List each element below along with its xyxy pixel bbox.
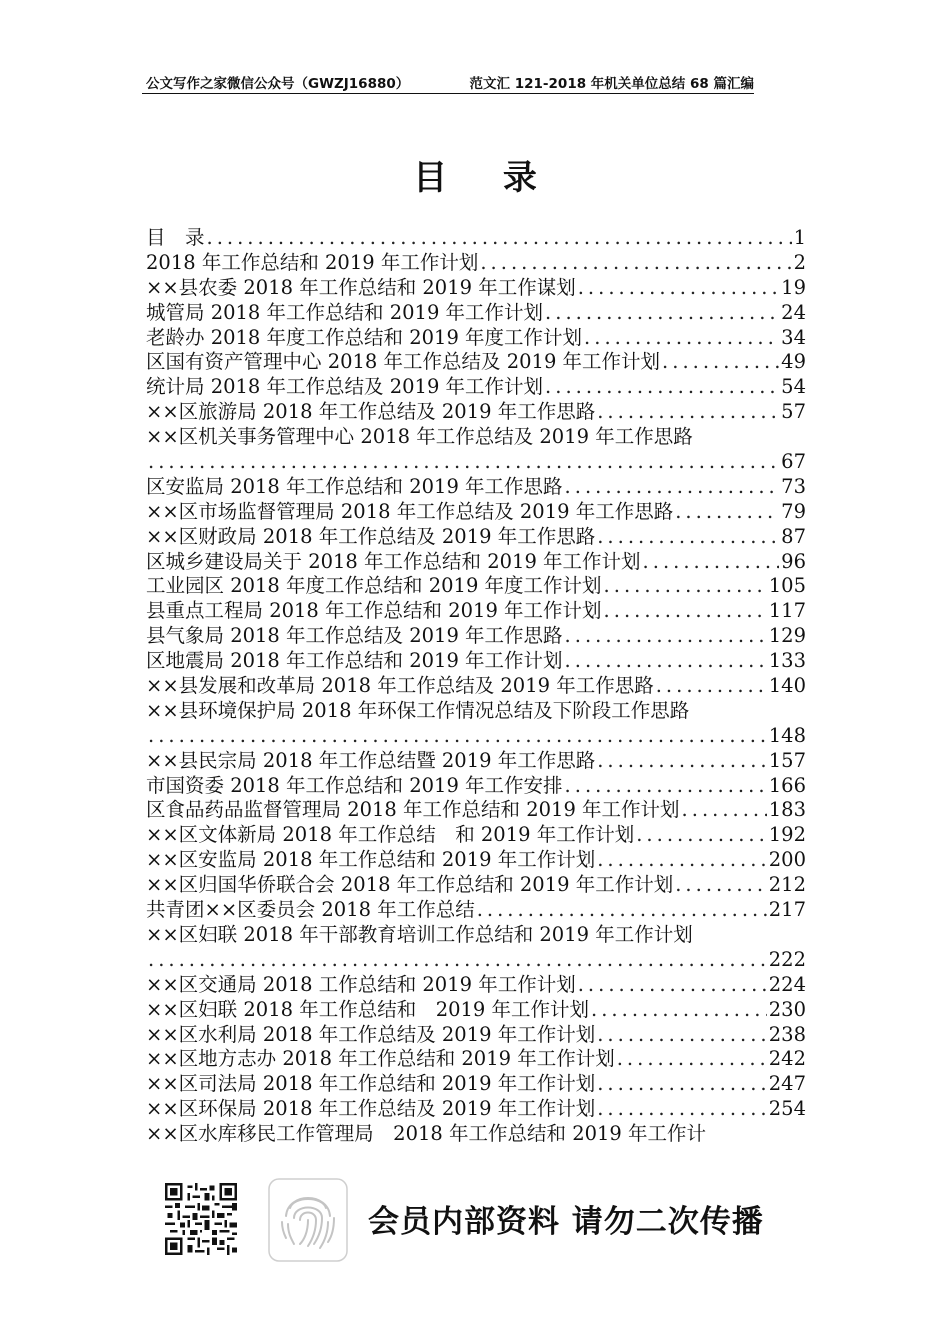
toc-entry-page: 117: [768, 599, 806, 623]
toc-entry-title: 区地震局 2018 年工作总结和 2019 年工作计划: [146, 649, 563, 673]
toc-entry-title: 统计局 2018 年工作总结及 2019 年工作计划: [146, 375, 544, 399]
toc-entry-page: 247: [768, 1072, 806, 1096]
toc-entry-page: 238: [768, 1022, 806, 1046]
page-title: 目 录: [413, 158, 559, 198]
toc-entry-title: ××区归国华侨联合会 2018 年工作总结和 2019 年工作计划: [146, 873, 674, 897]
toc-entry[interactable]: [146, 276, 806, 301]
toc-entry-page: 57: [781, 400, 806, 424]
toc-entry[interactable]: [146, 251, 806, 276]
toc-entry-page: 148: [768, 723, 806, 747]
toc-entry-continuation[interactable]: [146, 724, 806, 749]
toc-entry[interactable]: [146, 798, 806, 823]
toc-dot-leader: [597, 525, 779, 550]
toc-entry-page: 230: [768, 997, 806, 1021]
toc-entry-title: ××区旅游局 2018 年工作总结及 2019 年工作思路: [146, 400, 596, 424]
toc-entry[interactable]: [146, 400, 806, 425]
toc-entry-page: 129: [768, 624, 806, 648]
toc-entry-page: 67: [781, 450, 806, 474]
toc-entry[interactable]: [146, 1097, 806, 1122]
toc-dot-leader: [148, 724, 767, 749]
toc-dot-leader: [480, 251, 791, 276]
toc-entry-page: 212: [768, 873, 806, 897]
toc-entry-title: ××区安监局 2018 年工作总结和 2019 年工作计划: [146, 848, 596, 872]
toc-entry-title: 工业园区 2018 年度工作总结和 2019 年度工作计划: [146, 574, 602, 598]
toc-entry-title: ××区地方志办 2018 年工作总结和 2019 年工作计划: [146, 1047, 615, 1071]
toc-entry[interactable]: [146, 1072, 806, 1097]
toc-entry-title: ××区机关事务管理中心 2018 年工作总结及 2019 年工作思路: [146, 425, 693, 449]
toc-entry-page: 87: [781, 524, 806, 548]
toc-dot-leader: [656, 674, 767, 699]
toc-entry[interactable]: [146, 699, 806, 724]
toc-entry[interactable]: [146, 500, 806, 525]
toc-dot-leader: [565, 774, 767, 799]
toc-entry-title: ××区市场监督管理局 2018 年工作总结及 2019 年工作思路: [146, 499, 674, 523]
toc-entry-page: 200: [768, 848, 806, 872]
toc-entry-title: 区食品药品监督管理局 2018 年工作总结和 2019 年工作计划: [146, 798, 680, 822]
fingerprint-icon: [268, 1178, 348, 1262]
toc-entry-title: ××县环境保护局 2018 年环保工作情况总结及下阶段工作思路: [146, 698, 690, 722]
toc-entry-title: ××县农委 2018 年工作总结和 2019 年工作谋划: [146, 275, 576, 299]
toc-dot-leader: [207, 226, 792, 251]
toc-entry-continuation[interactable]: [146, 450, 806, 475]
toc-entry[interactable]: [146, 774, 806, 799]
toc-entry[interactable]: [146, 1047, 806, 1072]
toc-dot-leader: [682, 798, 767, 823]
toc-dot-leader: [565, 624, 767, 649]
toc-entry-page: 49: [781, 350, 806, 374]
toc-entry[interactable]: [146, 525, 806, 550]
header-right: 范文汇 121-2018 年机关单位总结 68 篇汇编: [469, 76, 754, 92]
toc-dot-leader: [148, 450, 779, 475]
toc-entry[interactable]: [146, 823, 806, 848]
toc-entry[interactable]: [146, 226, 806, 251]
toc-dot-leader: [545, 375, 779, 400]
toc-dot-leader: [597, 749, 767, 774]
toc-entry-continuation[interactable]: [146, 948, 806, 973]
toc-dot-leader: [591, 998, 767, 1023]
toc-dot-leader: [617, 1047, 767, 1072]
toc-dot-leader: [662, 350, 779, 375]
toc-entry-page: 19: [781, 275, 806, 299]
toc-entry-title: ××区妇联 2018 年工作总结和 2019 年工作计划: [146, 997, 590, 1021]
toc-entry-page: 217: [768, 898, 806, 922]
toc-dot-leader: [578, 973, 767, 998]
toc-entry[interactable]: [146, 848, 806, 873]
toc-entry-title: ××区文体新局 2018 年工作总结 和 2019 年工作计划: [146, 823, 635, 847]
toc-entry-title: ××县发展和改革局 2018 年工作总结及 2019 年工作思路: [146, 674, 654, 698]
toc-entry[interactable]: [146, 599, 806, 624]
toc-entry-title: 市国资委 2018 年工作总结和 2019 年工作安排: [146, 773, 563, 797]
toc-entry-page: 254: [768, 1097, 806, 1121]
toc-dot-leader: [597, 1023, 767, 1048]
toc-entry-title: ××区妇联 2018 年干部教育培训工作总结和 2019 年工作计划: [146, 922, 693, 946]
toc-entry[interactable]: [146, 873, 806, 898]
toc-dot-leader: [148, 948, 767, 973]
toc-entry-title: 县气象局 2018 年工作总结及 2019 年工作思路: [146, 624, 563, 648]
toc-entry-title: 县重点工程局 2018 年工作总结和 2019 年工作计划: [146, 599, 602, 623]
toc-entry-page: 105: [768, 574, 806, 598]
toc-entry[interactable]: [146, 1122, 806, 1147]
toc-dot-leader: [565, 475, 780, 500]
toc-entry-page: 224: [768, 972, 806, 996]
toc-dot-leader: [597, 848, 767, 873]
toc-entry[interactable]: [146, 375, 806, 400]
toc-entry-title: 城管局 2018 年工作总结和 2019 年工作计划: [146, 300, 544, 324]
toc-entry-page: 140: [768, 674, 806, 698]
toc-entry-page: 73: [781, 474, 806, 498]
toc-entry-page: 1: [793, 226, 806, 249]
toc-dot-leader: [597, 400, 779, 425]
toc-entry-page: 192: [768, 823, 806, 847]
toc-entry[interactable]: [146, 898, 806, 923]
toc-entry-title: ××区水库移民工作管理局 2018 年工作总结和 2019 年工作计: [146, 1122, 707, 1146]
toc-dot-leader: [597, 1072, 767, 1097]
toc-dot-leader: [604, 599, 767, 624]
toc-entry-page: 54: [781, 375, 806, 399]
toc-entry[interactable]: [146, 350, 806, 375]
toc-entry[interactable]: [146, 674, 806, 699]
toc-entry[interactable]: [146, 425, 806, 450]
toc-entry[interactable]: [146, 550, 806, 575]
toc-entry-page: 79: [781, 499, 806, 523]
toc-entry[interactable]: [146, 649, 806, 674]
toc-entry-title: 2018 年工作总结和 2019 年工作计划: [146, 250, 479, 274]
header-left: 公文写作之家微信公众号（GWZJ16880）: [146, 76, 410, 92]
toc-entry[interactable]: [146, 326, 806, 351]
toc-entry[interactable]: [146, 624, 806, 649]
toc-entry-page: 222: [768, 947, 806, 971]
toc-dot-leader: [643, 550, 780, 575]
toc-entry-title: ××区环保局 2018 年工作总结及 2019 年工作计划: [146, 1097, 596, 1121]
toc-entry-page: 242: [768, 1047, 806, 1071]
toc-dot-leader: [584, 326, 779, 351]
toc-entry-title: ××县民宗局 2018 年工作总结暨 2019 年工作思路: [146, 748, 596, 772]
toc-entry-page: 157: [768, 748, 806, 772]
toc-entry-title: ××区交通局 2018 工作总结和 2019 年工作计划: [146, 972, 576, 996]
toc-entry[interactable]: [146, 923, 806, 948]
toc-dot-leader: [604, 574, 767, 599]
toc-entry[interactable]: [146, 574, 806, 599]
header-rule: [142, 93, 754, 94]
member-notice: 会员内部资料 请勿二次传播: [368, 1204, 764, 1240]
page-header: [146, 70, 754, 92]
toc-dot-leader: [578, 276, 779, 301]
toc-entry-page: 24: [781, 300, 806, 324]
table-of-contents: [146, 226, 806, 1147]
toc-entry-title: 区安监局 2018 年工作总结和 2019 年工作思路: [146, 474, 563, 498]
toc-entry-title: 共青团××区委员会 2018 年工作总结: [146, 898, 475, 922]
toc-entry[interactable]: [146, 301, 806, 326]
toc-entry-page: 133: [768, 649, 806, 673]
toc-entry[interactable]: [146, 973, 806, 998]
toc-entry[interactable]: [146, 998, 806, 1023]
toc-entry-title: 区国有资产管理中心 2018 年工作总结及 2019 年工作计划: [146, 350, 661, 374]
qr-code-icon: [165, 1183, 237, 1255]
toc-entry-title: ××区财政局 2018 年工作总结及 2019 年工作思路: [146, 524, 596, 548]
toc-entry[interactable]: [146, 749, 806, 774]
toc-entry-page: 2: [793, 250, 806, 274]
toc-entry-page: 34: [781, 325, 806, 349]
toc-entry[interactable]: [146, 1023, 806, 1048]
toc-dot-leader: [565, 649, 767, 674]
toc-entry-page: 96: [781, 549, 806, 573]
toc-entry-title: ××区司法局 2018 年工作总结和 2019 年工作计划: [146, 1072, 596, 1096]
toc-entry-title: ××区水利局 2018 年工作总结及 2019 年工作计划: [146, 1022, 596, 1046]
toc-dot-leader: [636, 823, 767, 848]
toc-dot-leader: [675, 500, 779, 525]
toc-dot-leader: [597, 1097, 767, 1122]
toc-dot-leader: [545, 301, 779, 326]
toc-entry-page: 166: [768, 773, 806, 797]
toc-entry-title: 区城乡建设局关于 2018 年工作总结和 2019 年工作计划: [146, 549, 641, 573]
toc-entry[interactable]: [146, 475, 806, 500]
toc-dot-leader: [477, 898, 767, 923]
toc-entry-page: 183: [768, 798, 806, 822]
toc-dot-leader: [675, 873, 767, 898]
toc-entry-title: 目 录: [146, 226, 205, 249]
toc-entry-title: 老龄办 2018 年度工作总结和 2019 年度工作计划: [146, 325, 583, 349]
